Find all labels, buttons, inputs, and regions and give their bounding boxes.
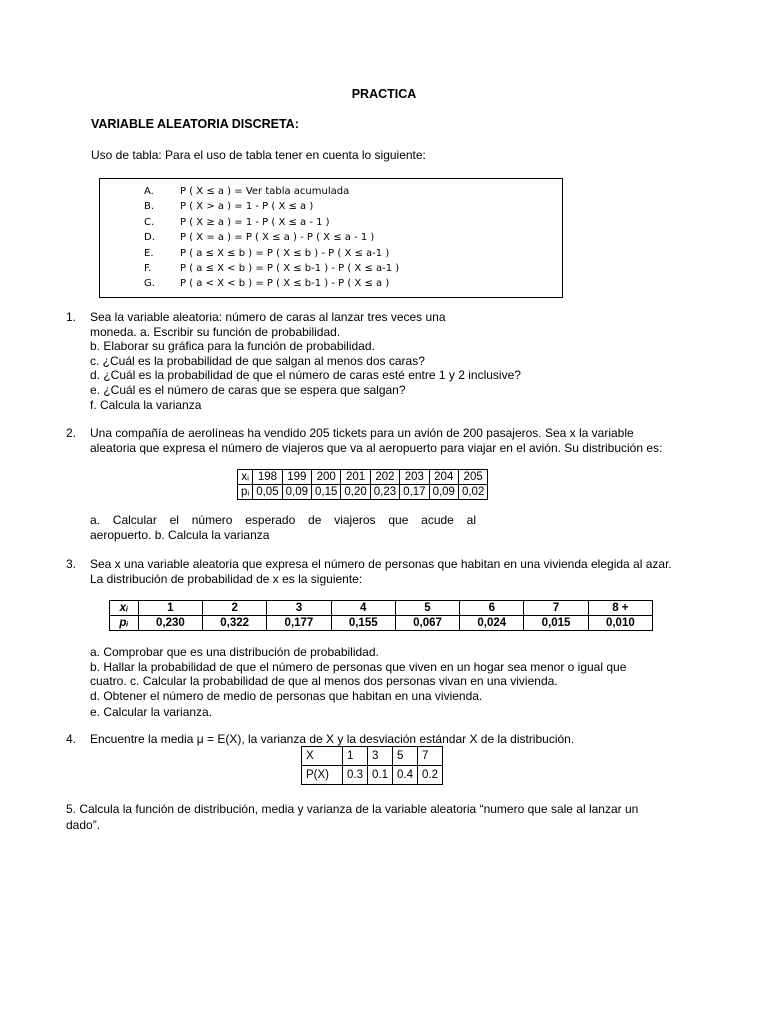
table-cell: 198: [253, 470, 282, 485]
question-body: [90, 732, 574, 747]
rule-letter: C.: [144, 216, 155, 228]
question-body: [90, 426, 662, 455]
table-cell: 201: [341, 470, 370, 485]
question-line: 5. Calcula la función de distribución, media y varianza de la variable aleatoria “numero que sale al lanzar un: [66, 802, 639, 816]
table-cell: 2: [203, 601, 267, 616]
rule-item: [144, 215, 399, 230]
table-cell: 202: [370, 470, 399, 485]
rule-text: P ( X ≥ a ) = 1 - P ( X ≤ a - 1 ): [180, 216, 330, 228]
question-3: [66, 557, 756, 589]
table-cell: 0,015: [524, 616, 588, 631]
table-cell: 0.1: [368, 766, 393, 785]
table-cell: 0,010: [588, 616, 652, 631]
table-cell: 0.4: [393, 766, 418, 785]
question-body: [90, 557, 672, 586]
table-cell: 0,024: [460, 616, 524, 631]
question-line: b. Elaborar su gráfica para la función de probabilidad.: [90, 339, 375, 354]
rule-text: P ( X ≤ a ) = Ver tabla acumulada: [180, 186, 350, 197]
question-number: 1.: [66, 310, 77, 324]
question-number: 3.: [66, 557, 77, 571]
table-cell: 0,177: [267, 616, 331, 631]
rule-text: P ( a ≤ X < b ) = P ( X ≤ b-1 ) - P ( X ≤ a-1 ): [180, 263, 400, 275]
table-cell: 0,155: [331, 616, 395, 631]
rule-item: [144, 199, 399, 214]
rule-item: [144, 246, 399, 261]
airline-distribution-table: [237, 469, 488, 500]
table-cell: 6: [460, 601, 524, 616]
rules-box: [99, 178, 563, 298]
table-cell: 204: [429, 470, 458, 485]
table-cell: 3: [267, 601, 331, 616]
rule-item: [144, 184, 399, 199]
table-cell: 205: [458, 470, 487, 485]
question-line: f. Calcula la varianza: [90, 397, 202, 412]
question-line: cuatro. c. Calcular la probabilidad de que al menos dos personas vivan en una vivienda.: [90, 674, 558, 689]
table-cell: 5: [395, 601, 459, 616]
rule-letter: A.: [144, 186, 154, 197]
table-cell: 1: [343, 747, 368, 766]
table-row: [110, 616, 653, 631]
section-heading: VARIABLE ALEATORIA DISCRETA:: [91, 117, 299, 131]
question-line: Encuentre la media μ = E(X), la varianza de X y la desviación estándar X de la distribución.: [90, 732, 575, 746]
table-cell: 203: [400, 470, 429, 485]
question-1: [66, 310, 746, 415]
question-2: [66, 426, 756, 458]
table-row: [110, 601, 653, 616]
question-5: [66, 801, 638, 833]
table-cell: 0,15: [312, 485, 341, 500]
table-cell: 4: [331, 601, 395, 616]
question-line: d. Obtener el número de medio de personas que habitan en una vivienda.: [90, 688, 483, 703]
household-distribution-table: [109, 600, 653, 631]
rule-item: [144, 261, 399, 276]
question-2-tasks: [90, 513, 476, 542]
question-line: Sea x una variable aleatoria que expresa el número de personas que habitan en una vivienda elegida al azar.: [90, 557, 672, 571]
rule-letter: F.: [144, 263, 152, 275]
intro-text: Uso de tabla: Para el uso de tabla tener en cuenta lo siguiente:: [91, 148, 426, 162]
rule-letter: G.: [144, 278, 155, 290]
table-cell: 0,17: [400, 485, 429, 500]
question-line: a. Comprobar que es una distribución de probabilidad.: [90, 645, 379, 659]
rule-text: P ( X > a ) = 1 - P ( X ≤ a ): [180, 201, 314, 213]
table-cell: 7: [524, 601, 588, 616]
table-cell: 0,02: [458, 485, 487, 500]
table-cell: 5: [393, 747, 418, 766]
table-cell: 200: [312, 470, 341, 485]
table-row: [302, 766, 443, 785]
table-header-cell: X: [302, 747, 343, 766]
rule-text: P ( X = a ) = P ( X ≤ a ) - P ( X ≤ a - 1 ): [180, 232, 375, 244]
rule-text: P ( a ≤ X ≤ b ) = P ( X ≤ b ) - P ( X ≤ a-1 ): [180, 247, 390, 259]
table-cell: 0,05: [253, 485, 282, 500]
table-cell: 0,322: [203, 616, 267, 631]
rule-letter: D.: [144, 232, 155, 244]
rule-item: [144, 276, 399, 291]
question-line: e. ¿Cuál es el número de caras que se espera que salgan?: [90, 382, 406, 397]
rule-item: [144, 230, 399, 245]
table-cell: 0,23: [370, 485, 399, 500]
question-line: c. ¿Cuál es la probabilidad de que salgan al menos dos caras?: [90, 353, 425, 368]
table-cell: 0,09: [282, 485, 311, 500]
table-cell: 0,067: [395, 616, 459, 631]
question-line: d. ¿Cuál es la probabilidad de que el número de caras esté entre 1 y 2 inclusive?: [90, 368, 521, 383]
question-line: dado”.: [66, 818, 101, 832]
table-row: [238, 485, 488, 500]
question-line: La distribución de probabilidad de x es la siguiente:: [90, 571, 363, 586]
table-cell: 0.3: [343, 766, 368, 785]
distribution-table: [301, 746, 443, 785]
table-header-cell: pᵢ: [110, 616, 139, 631]
question-3-tasks: [90, 645, 626, 720]
question-line: Sea la variable aleatoria: número de caras al lanzar tres veces una: [90, 310, 446, 324]
rule-letter: E.: [144, 247, 154, 259]
question-line: moneda. a. Escribir su función de probabilidad.: [90, 324, 341, 339]
question-number: 2.: [66, 426, 77, 440]
rules-list: [144, 184, 399, 292]
table-header-cell: P(X): [302, 766, 343, 785]
question-line: b. Hallar la probabilidad de que el número de personas que viven en un hogar sea menor o igual que: [90, 659, 627, 674]
table-cell: 0.2: [418, 766, 443, 785]
table-row: [238, 470, 488, 485]
table-cell: 0,20: [341, 485, 370, 500]
table-cell: 1: [138, 601, 202, 616]
question-line: Una compañía de aerolíneas ha vendido 205 tickets para un avión de 200 pasajeros. Sea x la variable: [90, 426, 634, 440]
question-body: [90, 310, 521, 412]
question-line: aeropuerto. b. Calcula la varianza: [90, 527, 270, 542]
table-header-cell: xᵢ: [110, 601, 139, 616]
table-cell: 0,230: [138, 616, 202, 631]
question-line: a. Calcular el número esperado de viajeros que acude al: [90, 513, 476, 527]
table-cell: 7: [418, 747, 443, 766]
rule-letter: B.: [144, 201, 155, 213]
page-title: PRACTICA: [351, 87, 417, 101]
question-line: e. Calcular la varianza.: [90, 705, 213, 720]
question-number: 4.: [66, 732, 77, 746]
table-cell: 0,09: [429, 485, 458, 500]
table-cell: 8 +: [588, 601, 652, 616]
table-cell: 3: [368, 747, 393, 766]
table-header-cell: xᵢ: [238, 470, 253, 485]
table-header-cell: pᵢ: [238, 485, 253, 500]
rule-text: P ( a < X < b ) = P ( X ≤ b-1 ) - P ( X ≤ a ): [180, 278, 390, 290]
question-line: aleatoria que expresa el número de viajeros que va al aeropuerto para viajar en el avión. Su distribución es:: [90, 440, 663, 455]
table-cell: 199: [282, 470, 311, 485]
table-row: [302, 747, 443, 766]
